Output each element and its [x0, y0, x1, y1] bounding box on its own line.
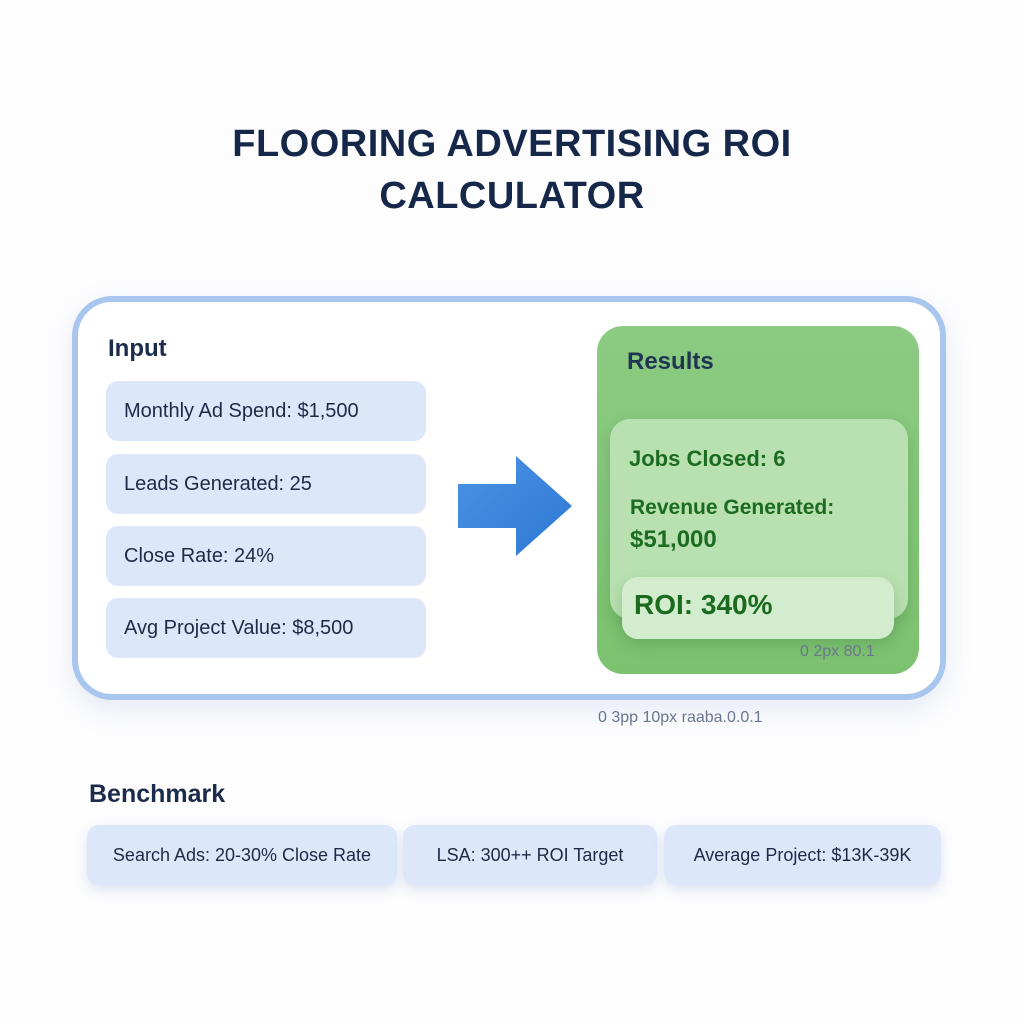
card-note: 0 3pp 10px raaba.0.0.1 [598, 709, 763, 726]
input-heading: Input [108, 335, 167, 362]
revenue-label: Revenue Generated: [630, 496, 835, 519]
page-title-line-1: FLOORING ADVERTISING ROI [232, 123, 792, 165]
avg-project-value-field[interactable]: Avg Project Value: $8,500 [106, 598, 426, 658]
revenue-value: $51,000 [630, 526, 717, 553]
close-rate-field[interactable]: Close Rate: 24% [106, 526, 426, 586]
benchmark-chip-lsa: LSA: 300++ ROI Target [403, 825, 657, 885]
roi-value: ROI: 340% [634, 589, 773, 620]
benchmark-chip-search-ads: Search Ads: 20-30% Close Rate [87, 825, 397, 885]
benchmark-heading: Benchmark [89, 780, 226, 808]
right-arrow-icon [458, 456, 574, 556]
benchmark-chip-average-project: Average Project: $13K-39K [664, 825, 941, 885]
page-title [0, 118, 1024, 222]
results-note: 0 2px 80.1 [800, 643, 875, 660]
jobs-closed-value: Jobs Closed: 6 [629, 446, 786, 471]
results-heading: Results [627, 348, 714, 375]
monthly-ad-spend-field[interactable]: Monthly Ad Spend: $1,500 [106, 381, 426, 441]
page-title-line-2: CALCULATOR [379, 175, 645, 217]
leads-generated-field[interactable]: Leads Generated: 25 [106, 454, 426, 514]
